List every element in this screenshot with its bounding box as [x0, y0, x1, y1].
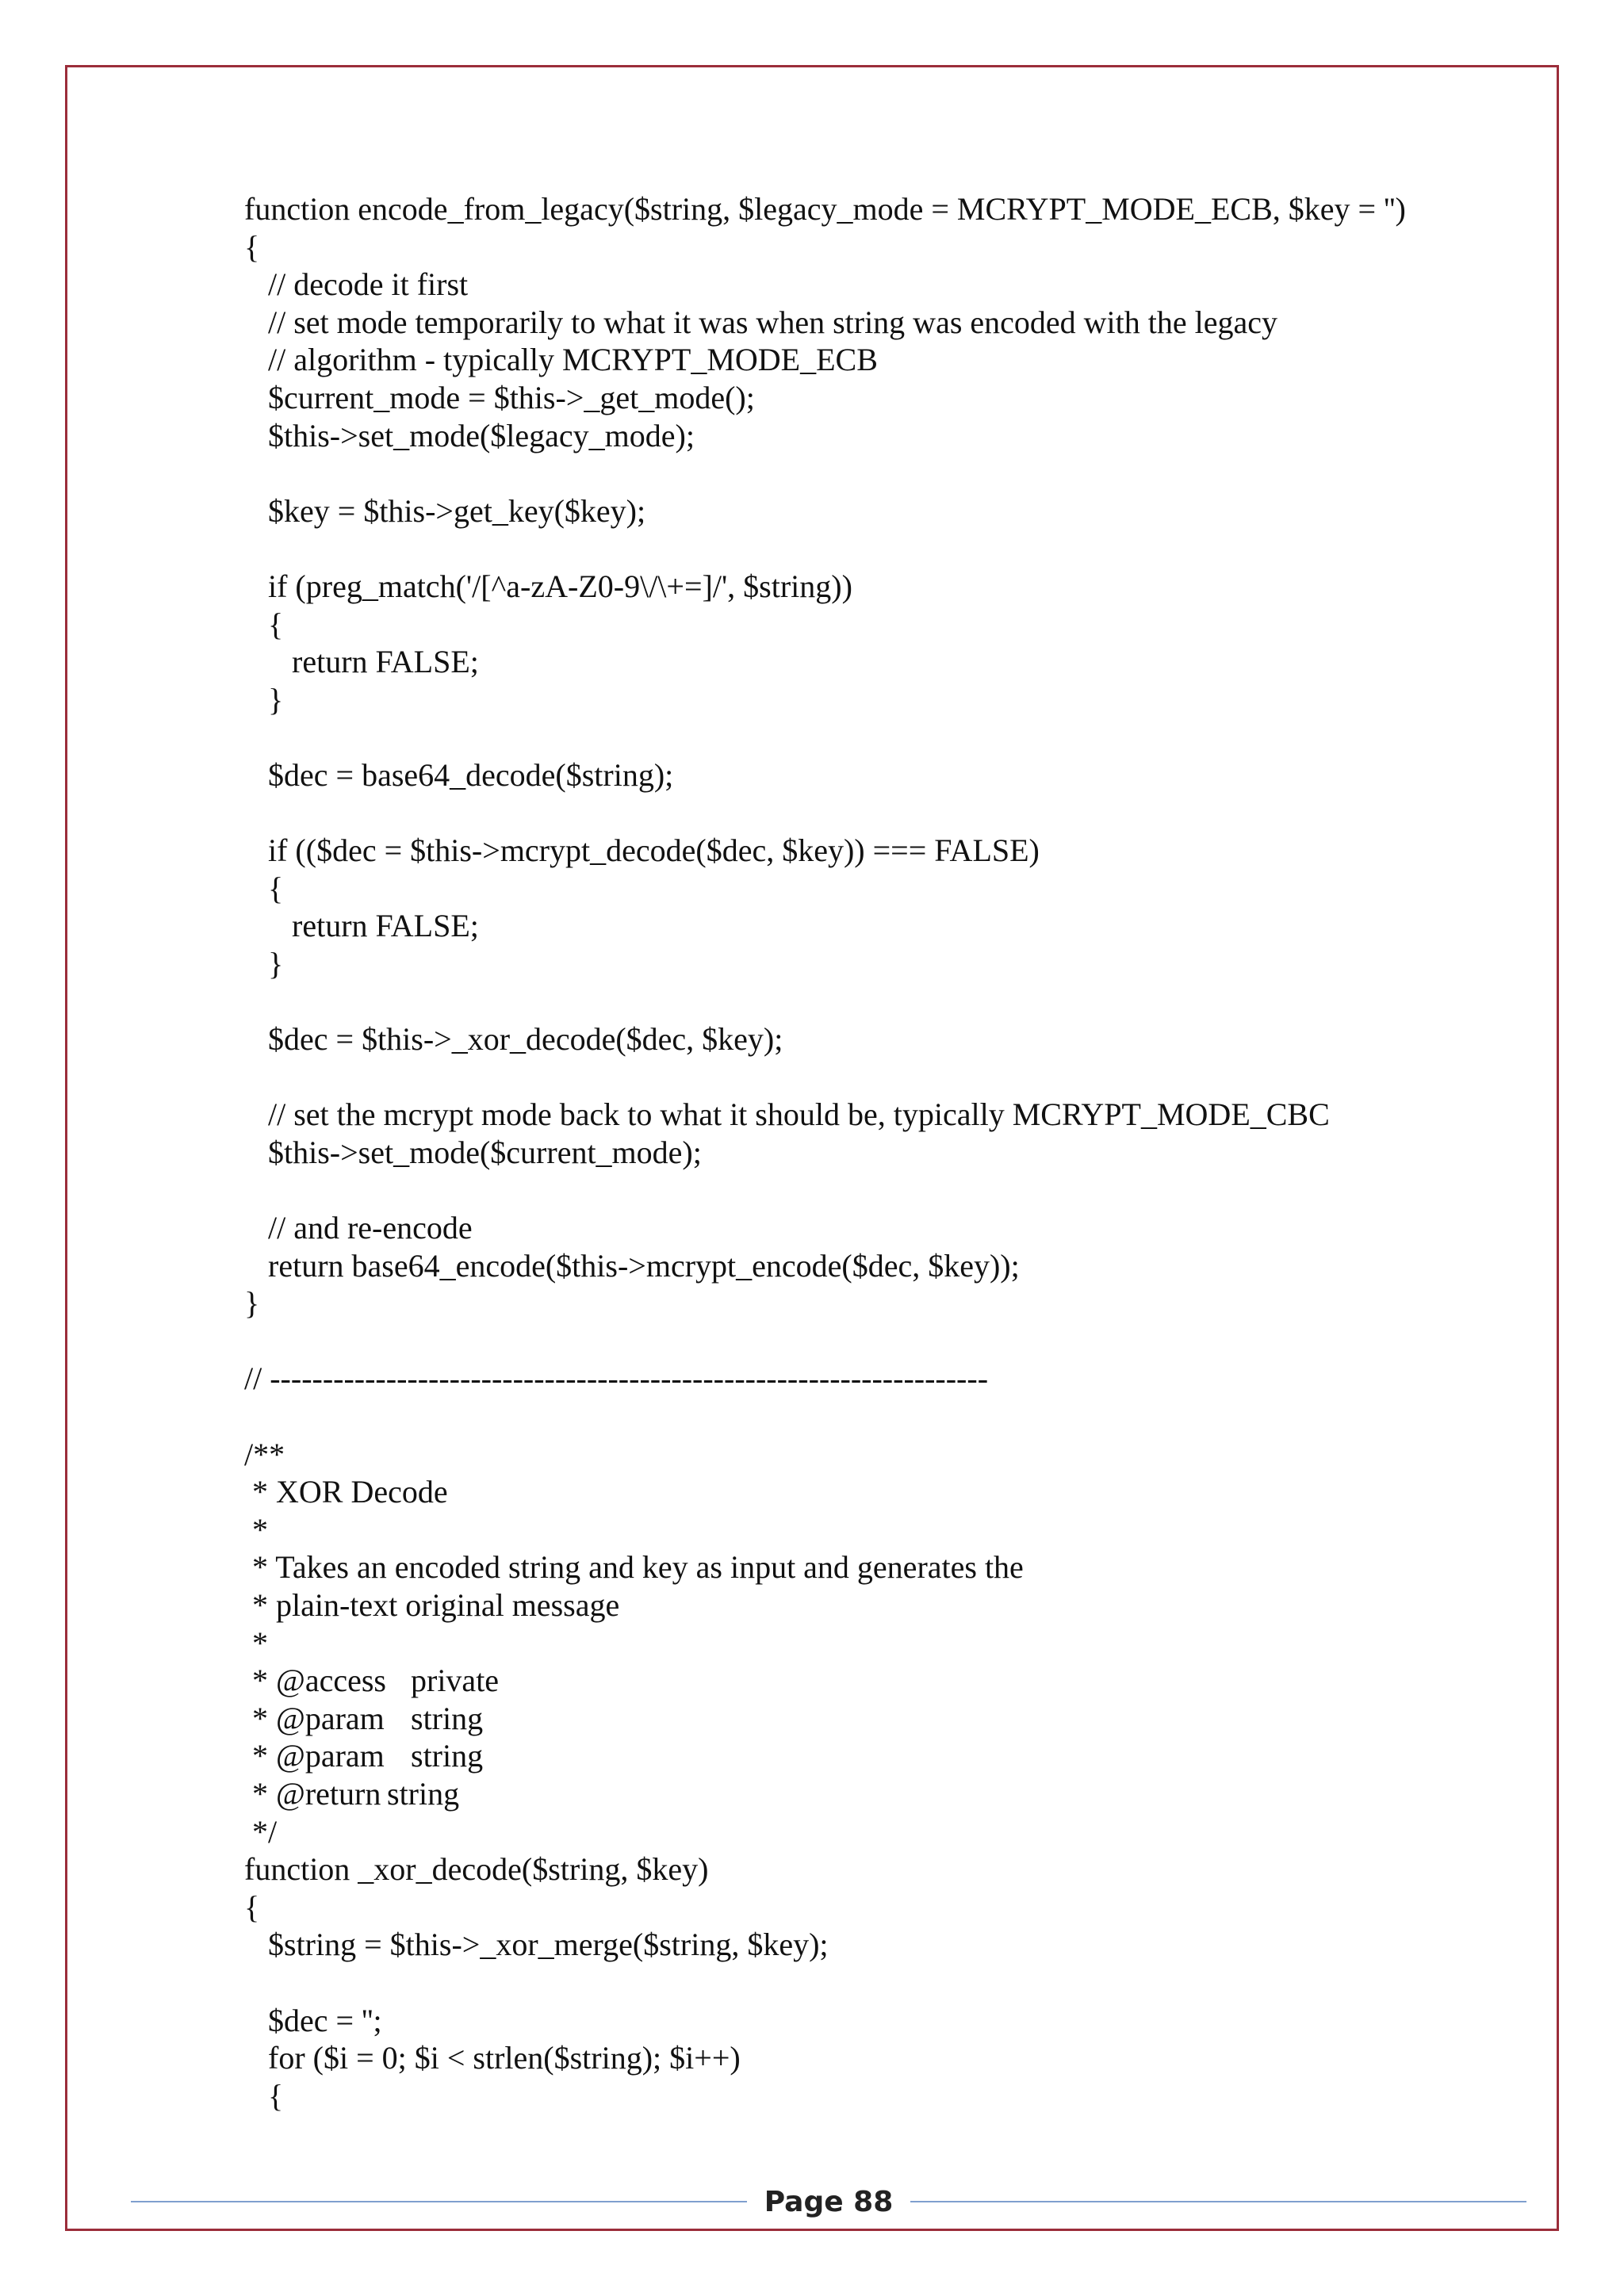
code-line [244, 454, 1481, 492]
code-line: $string = $this->_xor_merge($string, $key); [244, 1927, 829, 1963]
code-line [244, 1171, 1481, 1209]
code-line: { [244, 1888, 260, 1925]
code-line: * [244, 1511, 268, 1548]
code-line [244, 718, 1481, 756]
code-line: return FALSE; [244, 908, 479, 944]
code-line: $current_mode = $this->_get_mode(); [244, 379, 755, 415]
code-line: * @return string [244, 1775, 460, 1812]
code-line: $this->set_mode($current_mode); [244, 1134, 702, 1170]
code-line: * @param string [244, 1700, 484, 1736]
code-line: } [244, 1285, 260, 1322]
footer-rule-left [131, 2201, 747, 2202]
code-line: { [244, 228, 260, 265]
code-line: $key = $this->get_key($key); [244, 492, 646, 529]
code-line: // decode it first [244, 266, 469, 303]
code-line: // algorithm - typically MCRYPT_MODE_ECB [244, 342, 878, 378]
code-line: */ [244, 1813, 278, 1850]
code-line: * Takes an encoded string and key as input and generates the [244, 1549, 1024, 1586]
code-line: $dec = $this->_xor_decode($dec, $key); [244, 1021, 783, 1058]
code-line: if (preg_match('/[^a-zA-Z0-9\/\+=]/', $string)) [244, 568, 852, 604]
page-footer [131, 2182, 1526, 2221]
footer-rule-right [910, 2201, 1526, 2202]
code-line [244, 1398, 1481, 1436]
code-line [244, 1964, 1481, 2002]
code-line: // set the mcrypt mode back to what it should be, typically MCRYPT_MODE_CBC [244, 1096, 1330, 1133]
code-line [244, 982, 1481, 1020]
code-line: function encode_from_legacy($string, $legacy_mode = MCRYPT_MODE_ECB, $key = '') [244, 191, 1406, 227]
code-listing [244, 190, 1481, 2114]
code-line: $dec = ''; [244, 2002, 382, 2038]
code-line [244, 1058, 1481, 1096]
code-line: $this->set_mode($legacy_mode); [244, 417, 695, 453]
code-line [244, 530, 1481, 568]
code-line: } [244, 945, 284, 982]
code-line: $dec = base64_decode($string); [244, 756, 674, 793]
code-line: return base64_encode($this->mcrypt_encode($dec, $key)); [244, 1247, 1020, 1284]
page-number: Page 88 [764, 2185, 894, 2218]
code-line [244, 794, 1481, 832]
code-line: } [244, 681, 284, 718]
code-line: { [244, 606, 284, 642]
code-line: function _xor_decode($string, $key) [244, 1851, 709, 1888]
code-line: for ($i = 0; $i < strlen($string); $i++) [244, 2040, 741, 2076]
code-line: return FALSE; [244, 644, 479, 680]
code-line: if (($dec = $this->mcrypt_decode($dec, $key)) === FALSE) [244, 832, 1040, 869]
code-line: /** [244, 1436, 285, 1472]
code-line: // -------------------------------------------------------------------- [244, 1360, 989, 1397]
code-line: * plain-text original message [244, 1586, 620, 1623]
code-line: // and re-encode [244, 1210, 473, 1246]
code-line [244, 1322, 1481, 1360]
code-line: * [244, 1624, 268, 1661]
code-line: { [244, 2077, 284, 2114]
code-line: * @param string [244, 1738, 484, 1774]
code-line: // set mode temporarily to what it was when string was encoded with the legacy [244, 304, 1278, 340]
code-line: { [244, 870, 284, 906]
code-line: * @access private [244, 1663, 500, 1699]
code-line: * XOR Decode [244, 1474, 448, 1510]
